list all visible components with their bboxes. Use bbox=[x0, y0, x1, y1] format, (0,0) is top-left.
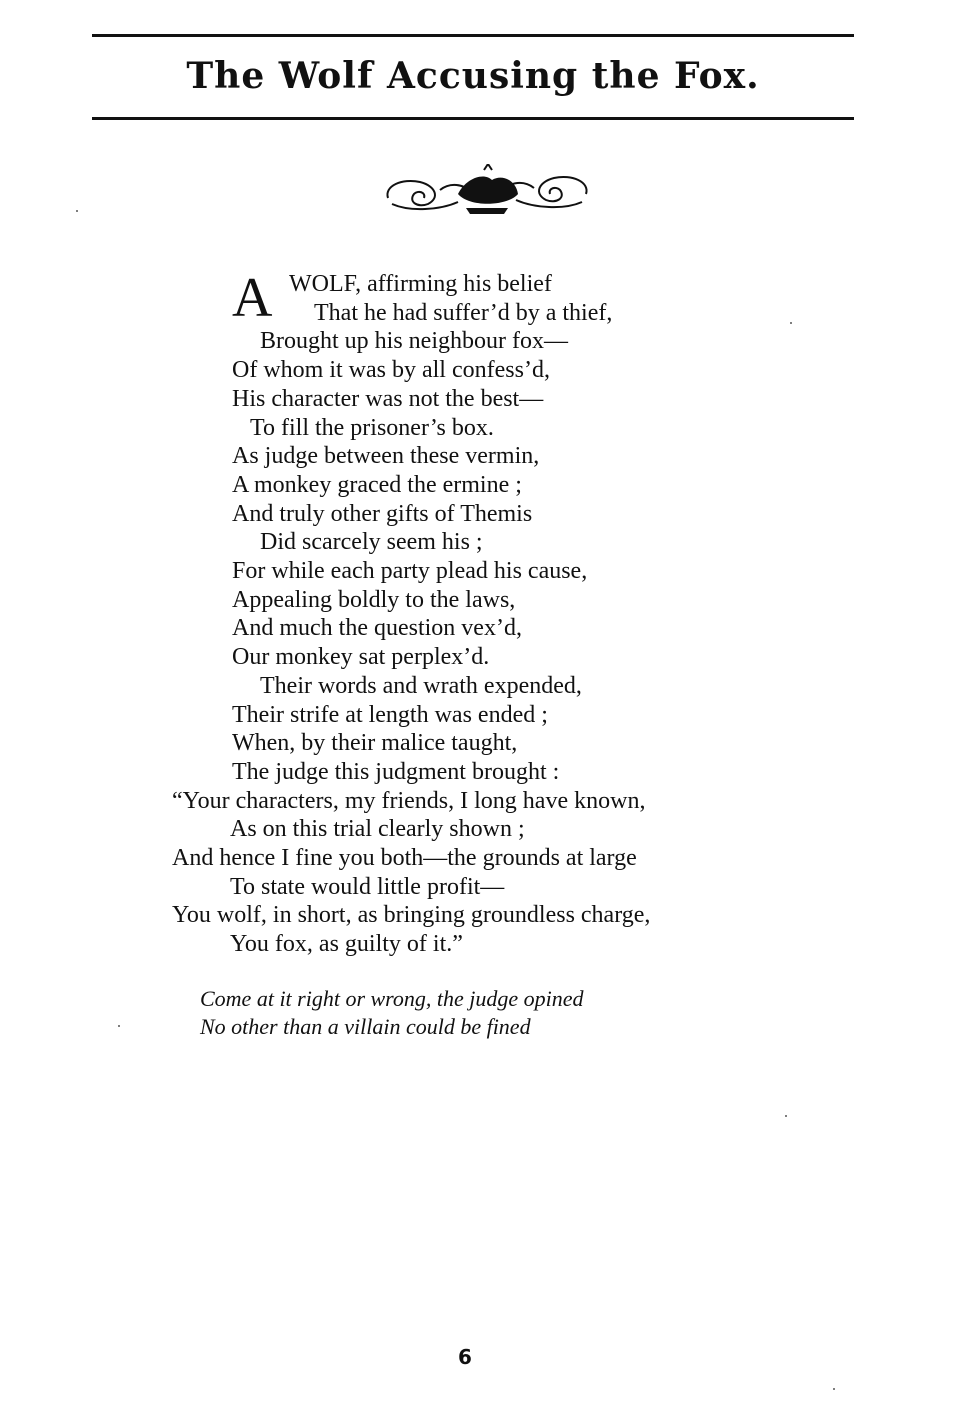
scan-speck bbox=[76, 210, 78, 212]
page-title: The Wolf Accusing the Fox. bbox=[186, 55, 760, 97]
scan-speck bbox=[790, 322, 792, 324]
poem-line: To fill the prisoner’s box. bbox=[250, 414, 494, 441]
poem-line: For while each party plead his cause, bbox=[232, 558, 588, 584]
poem-line: And hence I fine you both—the grounds at large bbox=[172, 845, 637, 871]
poem-line: Brought up his neighbour fox— bbox=[260, 328, 568, 355]
poem-line: Their words and wrath expended, bbox=[260, 672, 582, 699]
moral-line: No other than a villain could be fined bbox=[200, 1014, 531, 1039]
bottom-rule bbox=[92, 117, 854, 120]
poem-line: As on this trial clearly shown ; bbox=[230, 816, 525, 843]
scan-speck bbox=[118, 1025, 120, 1027]
poem-line: WOLF, affirming his belief bbox=[289, 271, 552, 297]
poem-line: When, by their malice taught, bbox=[232, 730, 518, 757]
poem-line: And much the question vex’d, bbox=[232, 615, 522, 642]
poem-line: Of whom it was by all confess’d, bbox=[232, 357, 550, 384]
poem-line: Their strife at length was ended ; bbox=[232, 701, 548, 728]
poem-line: Did scarcely seem his ; bbox=[260, 529, 483, 556]
poem-line: You wolf, in short, as bringing groundless charge, bbox=[172, 902, 651, 929]
poem-line: As judge between these vermin, bbox=[232, 443, 540, 470]
drop-cap: A bbox=[232, 267, 273, 329]
scan-speck bbox=[785, 1115, 787, 1117]
poem-line: The judge this judgment brought : bbox=[232, 758, 560, 785]
poem-line: Our monkey sat perplex’d. bbox=[232, 644, 490, 671]
poem-line: His character was not the best— bbox=[232, 385, 544, 412]
scroll-ornament-icon bbox=[380, 164, 594, 218]
top-rule bbox=[92, 34, 854, 37]
poem-line: To state would little profit— bbox=[230, 873, 505, 900]
poem-line: You fox, as guilty of it.” bbox=[230, 931, 463, 958]
poem-line: Appealing boldly to the laws, bbox=[232, 586, 516, 613]
scan-speck bbox=[833, 1388, 835, 1390]
poem-line: “Your characters, my friends, I long have known, bbox=[172, 787, 646, 814]
poem-line: And truly other gifts of Themis bbox=[232, 500, 533, 527]
page-number: 6 bbox=[458, 1345, 472, 1369]
poem-line: That he had suffer’d by a thief, bbox=[314, 299, 613, 326]
poem-line: A monkey graced the ermine ; bbox=[232, 471, 522, 498]
moral bbox=[200, 985, 584, 1041]
moral-line: Come at it right or wrong, the judge opined bbox=[200, 986, 584, 1011]
